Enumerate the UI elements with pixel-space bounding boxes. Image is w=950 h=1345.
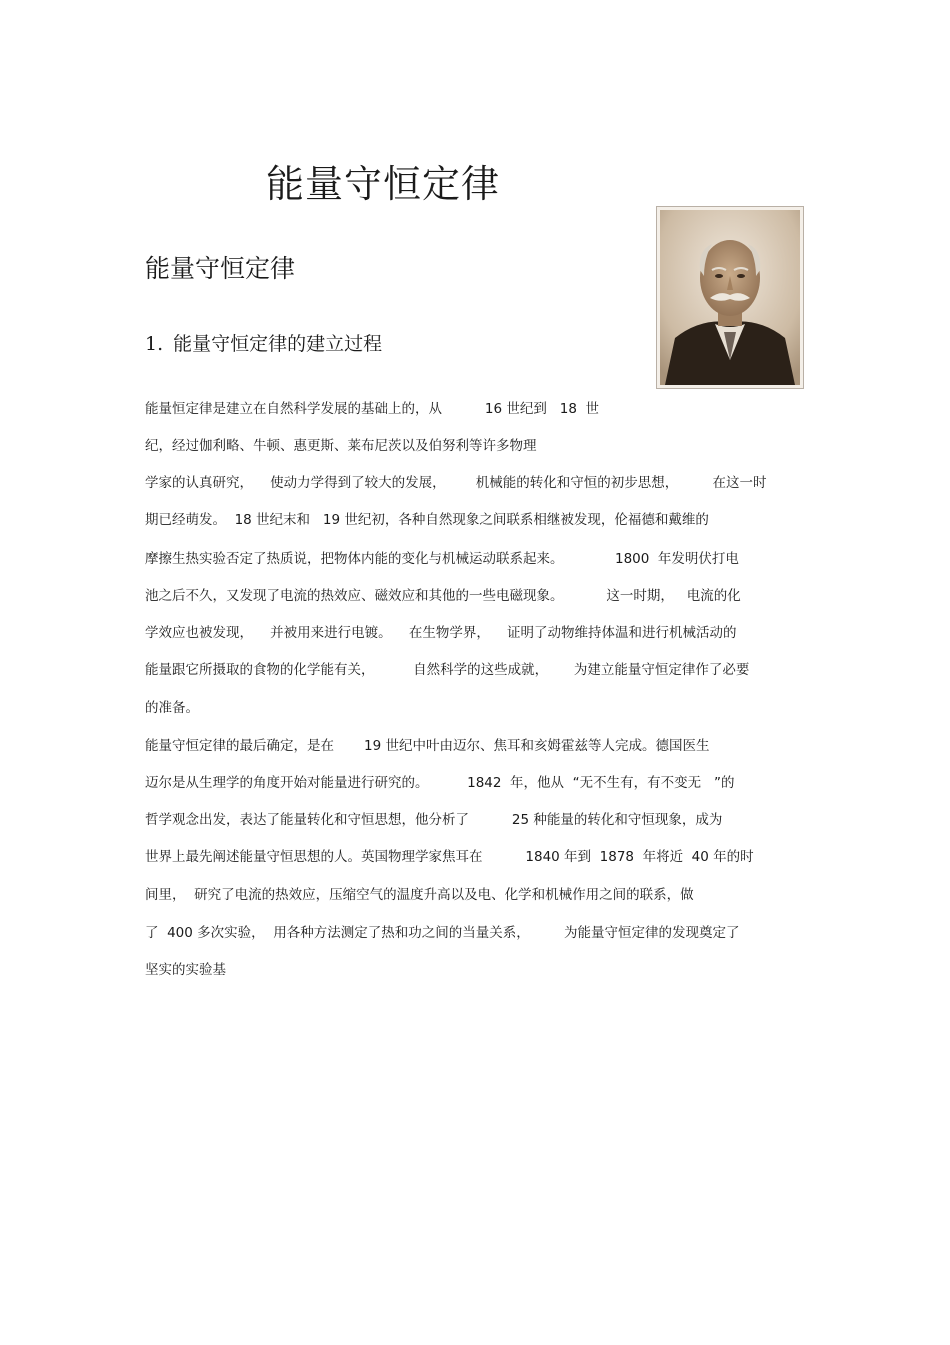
paragraph-line: 哲学观念出发，表达了能量转化和守恒思想，他分析了 25 种能量的转化和守恒现象，成为: [145, 812, 723, 828]
paragraph-line: 期已经萌发。 18 世纪末和 19 世纪初，各种自然现象之间联系相继被发现，伦福德和戴维的: [145, 512, 709, 528]
document-title: 能量守恒定律: [266, 162, 501, 206]
paragraph-line: 摩擦生热实验否定了热质说，把物体内能的变化与机械运动联系起来。 1800 年发明伏打电: [145, 551, 739, 567]
paragraph-line: 池之后不久，又发现了电流的热效应、磁效应和其他的一些电磁现象。 这一时期， 电流的化: [145, 588, 741, 604]
paragraph-line: 能量守恒定律的最后确定，是在 19 世纪中叶由迈尔、焦耳和亥姆霍兹等人完成。德国医生: [145, 738, 710, 754]
section-number: 1.: [145, 333, 164, 355]
section-heading-text: 能量守恒定律的建立过程: [173, 333, 383, 355]
paragraph-line: 了 400 多次实验， 用各种方法测定了热和功之间的当量关系， 为能量守恒定律的发现奠定了: [145, 925, 740, 941]
section-heading: [145, 330, 382, 358]
paragraph-line: 能量跟它所摄取的食物的化学能有关， 自然科学的这些成就， 为建立能量守恒定律作了必要: [145, 662, 750, 678]
paragraph-line: 世界上最先阐述能量守恒思想的人。英国物理学家焦耳在 1840 年到 1878 年将近 40 年的时: [145, 849, 754, 865]
portrait-image: [656, 206, 804, 389]
paragraph-line: 间里， 研究了电流的热效应，压缩空气的温度升高以及电、化学和机械作用之间的联系，做: [145, 887, 694, 903]
portrait-photo: [660, 210, 800, 385]
paragraph-line: 迈尔是从生理学的角度开始对能量进行研究的。 1842 年，他从 “无不生有，有不变无 ”的: [145, 775, 735, 791]
paragraph-line: 纪，经过伽利略、牛顿、惠更斯、莱布尼茨以及伯努利等许多物理: [145, 438, 537, 454]
paragraph-line: 能量恒定律是建立在自然科学发展的基础上的，从 16 世纪到 18 世: [145, 401, 600, 417]
paragraph-line: 学效应也被发现， 并被用来进行电镀。 在生物学界， 证明了动物维持体温和进行机械活动的: [145, 625, 737, 641]
paragraph-line: 学家的认真研究， 使动力学得到了较大的发展， 机械能的转化和守恒的初步思想， 在这一时: [145, 475, 767, 491]
paragraph-line: 坚实的实验基: [145, 962, 226, 978]
document-subtitle: 能量守恒定律: [145, 254, 296, 283]
paragraph-line: 的准备。: [145, 700, 199, 716]
